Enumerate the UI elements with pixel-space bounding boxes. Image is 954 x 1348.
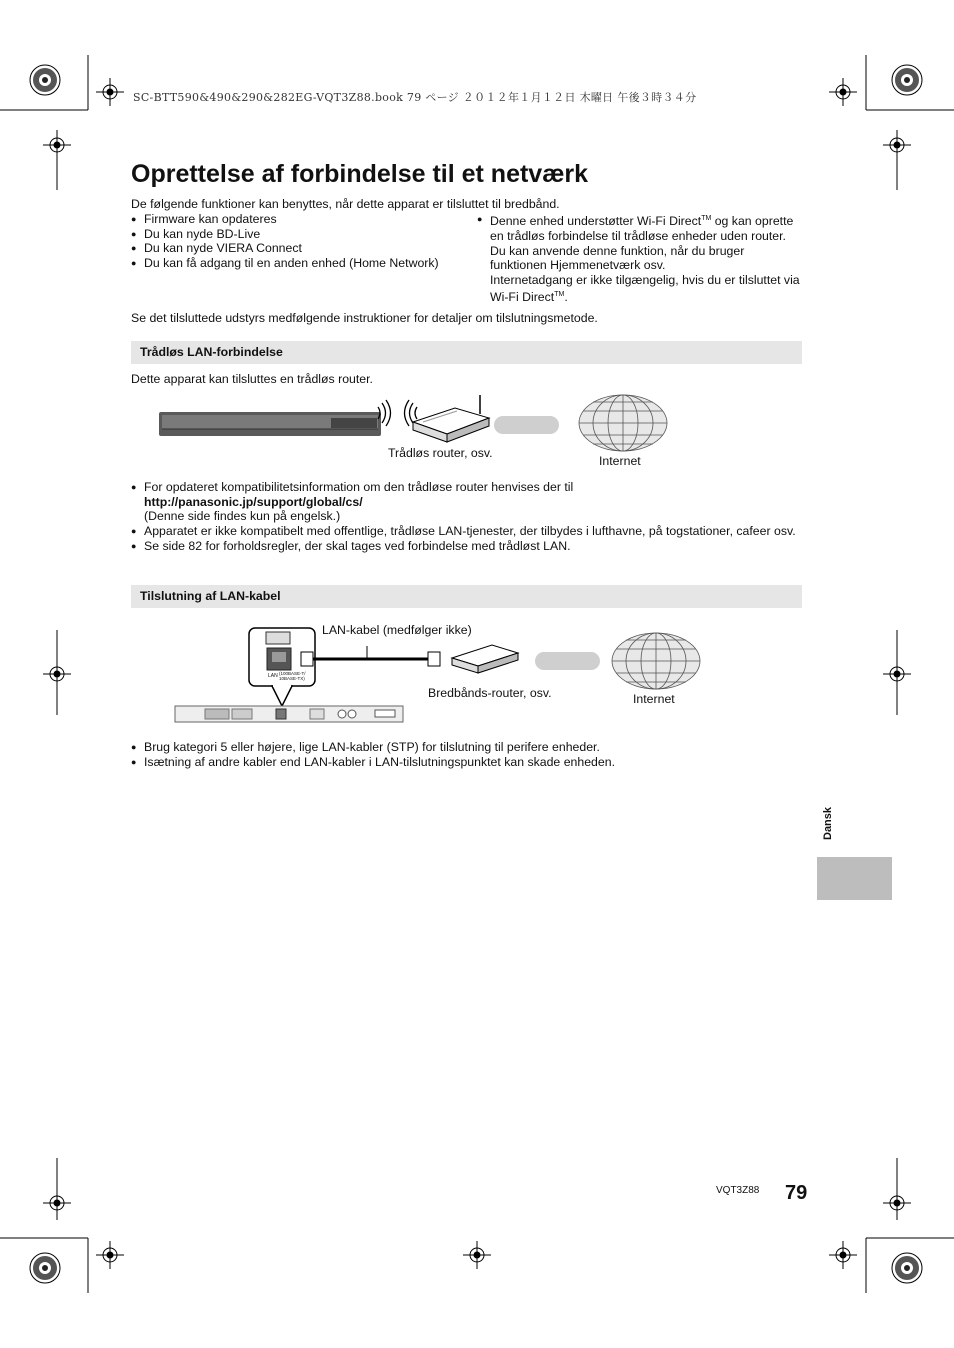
lan-port-spec <box>279 671 306 681</box>
wireless-internet-caption: Internet <box>599 454 641 468</box>
cable-note-item: ● Isætning af andre kabler end LAN-kabler i LAN-tilslutningspunktet kan skade enheden. <box>131 755 806 770</box>
wifi-signal-icon <box>378 400 417 426</box>
support-url-link[interactable]: http://panasonic.jp/support/global/cs/ <box>144 494 363 509</box>
wireless-notes <box>131 480 806 554</box>
cable-notes <box>131 740 806 769</box>
features-left-list <box>131 212 471 271</box>
intro-text: De følgende funktioner kan benyttes, når dette apparat er tilsluttet til bredbånd. <box>131 197 560 211</box>
wifi-direct-text-1: Denne enhed understøtter Wi-Fi Direct <box>490 214 702 229</box>
see-instructions-note: Se det tilsluttede udstyrs medfølgende instruktioner for detaljer om tilslutningsmetode. <box>131 311 598 325</box>
lan-port-callout <box>249 628 315 706</box>
feature-item: ● Du kan nyde BD-Live <box>131 227 471 242</box>
wireless-router-caption: Trådløs router, osv. <box>388 446 493 460</box>
cable-note-item: ● Brug kategori 5 eller højere, lige LAN-kabler (STP) for tilslutning til perifere enheder. <box>131 740 806 755</box>
lan-cable-caption: LAN-kabel (medfølger ikke) <box>322 623 472 637</box>
internet-globe-icon <box>612 633 700 689</box>
connection-bar <box>535 652 600 670</box>
router-icon <box>413 395 489 442</box>
player-rear-panel <box>175 706 403 722</box>
section-heading-wireless: Trådløs LAN-forbindelse <box>131 341 802 364</box>
lan-cable-icon <box>301 646 440 666</box>
broadband-router-caption: Bredbånds-router, osv. <box>428 686 552 700</box>
page-title: Oprettelse af forbindelse til et netværk <box>131 160 589 188</box>
lan-port-label: LAN <box>268 673 278 679</box>
features-right-list <box>477 212 802 304</box>
connection-bar <box>494 416 559 434</box>
section-heading-cable: Tilslutning af LAN-kabel <box>131 585 802 608</box>
feature-item: ● Du kan nyde VIERA Connect <box>131 241 471 256</box>
internet-globe-icon <box>579 395 667 451</box>
lan-port-spec-line: (100BASE-T/ <box>279 671 306 676</box>
wifi-direct-text-2: og kan oprette en trådløs forbindelse til trådløse enheder uden router. Du kan anvende denne funktion, når du bruger funktionen Hjemmenetværk osv. <box>490 214 794 273</box>
feature-item: ● Firmware kan opdateres <box>131 212 471 227</box>
wifi-direct-note <box>477 212 802 304</box>
wireless-note-item: ● Se side 82 for forholdsregler, der skal tages ved forbindelse med trådløst LAN. <box>131 539 806 554</box>
wireless-note-item: ● Apparatet er ikke kompatibelt med offentlige, trådløse LAN-tjenester, der tilbydes i lufthavne, på togstationer, cafeer osv. <box>131 524 806 539</box>
broadband-router-icon <box>452 645 518 673</box>
lan-port-spec-line: 10BASE-TX) <box>279 676 305 681</box>
wifi-direct-text-3: Internetadgang er ikke tilgængelig, hvis du er tilsluttet via Wi-Fi Direct <box>490 272 800 304</box>
english-only-note: (Denne side findes kun på engelsk.) <box>144 509 341 524</box>
page-number: 79 <box>785 1182 808 1204</box>
wifi-direct-text-4: . <box>564 289 568 304</box>
trademark-mark: TM <box>554 290 565 298</box>
cable-internet-caption: Internet <box>633 692 675 706</box>
wireless-intro: Dette apparat kan tilsluttes en trådløs router. <box>131 372 373 386</box>
feature-item: ● Du kan få adgang til en anden enhed (Home Network) <box>131 256 471 271</box>
wireless-note-item <box>131 480 806 524</box>
language-tab-block <box>817 857 892 900</box>
compat-note-text: For opdateret kompatibilitetsinformation om den trådløse router henvises der til <box>144 480 574 494</box>
trademark-mark: TM <box>701 215 712 222</box>
document-code: VQT3Z88 <box>716 1185 760 1196</box>
language-tab-label: Dansk <box>822 806 834 840</box>
file-header-line: SC-BTT590&490&290&282EG-VQT3Z88.book 79 ページ ２０１２年１月１２日 木曜日 午後３時３４分 <box>133 91 697 104</box>
player-unit <box>159 412 381 436</box>
